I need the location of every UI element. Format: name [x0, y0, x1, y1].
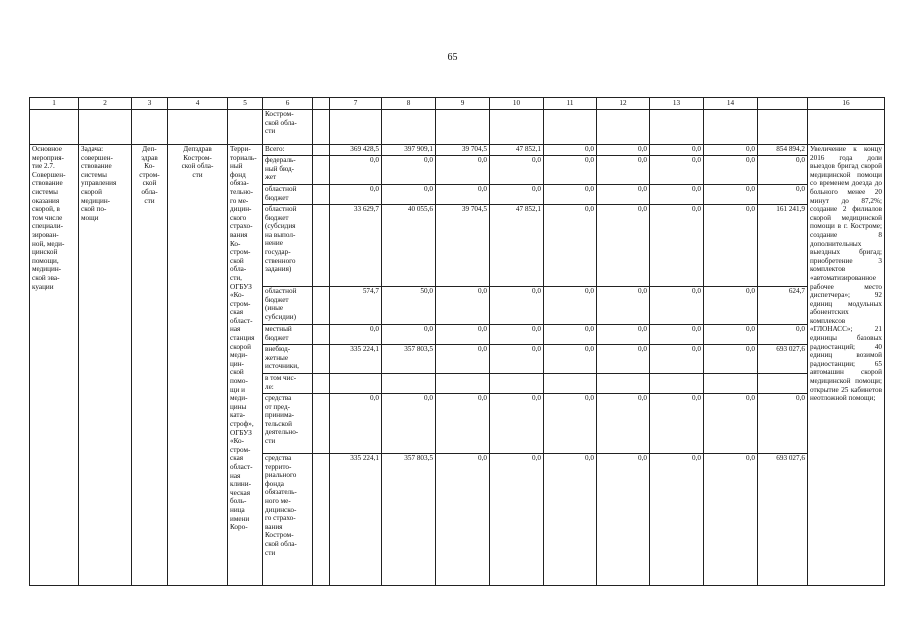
value-cell: 0,0 [382, 325, 436, 345]
value-cell: 0,0 [436, 394, 490, 454]
value-cell: 47 852,1 [490, 205, 544, 287]
value-cell: 33 629,7 [330, 205, 382, 287]
value-cell: 0,0 [544, 287, 597, 325]
value-cell: 0,0 [597, 287, 650, 325]
program-table [29, 97, 885, 586]
value-cell [490, 374, 544, 394]
value-cell: 0,0 [490, 185, 544, 205]
value-cell [758, 374, 808, 394]
funding-source: средства от пред- принима- тельской деятельно- сти [263, 394, 313, 454]
header-cell: 2 [79, 98, 132, 110]
value-cell: 335 224,1 [330, 454, 382, 586]
value-cell: 0,0 [544, 145, 597, 156]
value-cell: 0,0 [704, 185, 758, 205]
spacer-cell [313, 454, 330, 586]
value-cell: 0,0 [650, 454, 704, 586]
spacer-cell [313, 156, 330, 185]
header-cell: 12 [597, 98, 650, 110]
value-cell: 0,0 [704, 156, 758, 185]
value-cell: 0,0 [597, 185, 650, 205]
value-cell: 0,0 [758, 185, 808, 205]
value-cell: 0,0 [544, 156, 597, 185]
header-row [30, 98, 885, 110]
value-cell: 0,0 [650, 287, 704, 325]
customer-cell: Депздрав Костром- ской обла- сти [168, 145, 228, 586]
value-cell: 0,0 [490, 325, 544, 345]
value-cell: 0,0 [490, 156, 544, 185]
spacer-cell [313, 374, 330, 394]
value-cell: 0,0 [758, 156, 808, 185]
spacer-cell [313, 325, 330, 345]
value-cell: 0,0 [490, 287, 544, 325]
funding-source: внебюд- жетные источники, [263, 345, 313, 374]
value-cell: 0,0 [704, 205, 758, 287]
header-cell [758, 98, 808, 110]
coexecutor-cell: Деп- здрав Ко- стром- ской обла- сти [132, 145, 168, 586]
value-cell: 693 027,6 [758, 345, 808, 374]
funding-source: местный бюджет [263, 325, 313, 345]
header-cell: 13 [650, 98, 704, 110]
task-cell: Задача: совершен- ствование системы управления скорой медицин- ской по- мощи [79, 145, 132, 586]
value-cell: 0,0 [704, 287, 758, 325]
value-cell: 0,0 [597, 454, 650, 586]
header-cell: 14 [704, 98, 758, 110]
header-cell: 4 [168, 98, 228, 110]
value-cell: 0,0 [758, 325, 808, 345]
header-cell: 5 [228, 98, 263, 110]
value-cell: 0,0 [704, 454, 758, 586]
value-cell: 0,0 [704, 345, 758, 374]
value-cell [330, 374, 382, 394]
value-cell: 0,0 [544, 345, 597, 374]
value-cell: 0,0 [330, 325, 382, 345]
value-cell: 0,0 [597, 205, 650, 287]
value-cell: 0,0 [650, 325, 704, 345]
value-cell: 50,0 [382, 287, 436, 325]
value-cell: 0,0 [597, 325, 650, 345]
value-cell: 0,0 [597, 156, 650, 185]
value-cell: 0,0 [382, 185, 436, 205]
value-cell: 0,0 [650, 156, 704, 185]
value-cell: 0,0 [650, 345, 704, 374]
header-cell: 10 [490, 98, 544, 110]
spacer-cell [313, 145, 330, 156]
spacer-cell [313, 287, 330, 325]
value-cell: 369 428,5 [330, 145, 382, 156]
header-cell: 7 [330, 98, 382, 110]
value-cell: 39 704,5 [436, 205, 490, 287]
value-cell: 0,0 [490, 394, 544, 454]
funding-source: областной бюджет [263, 185, 313, 205]
header-cell: 16 [808, 98, 885, 110]
value-cell [382, 374, 436, 394]
value-cell: 854 894,2 [758, 145, 808, 156]
header-cell: 11 [544, 98, 597, 110]
value-cell: 0,0 [382, 394, 436, 454]
value-cell: 0,0 [650, 205, 704, 287]
value-cell: 0,0 [704, 394, 758, 454]
value-cell: 0,0 [544, 185, 597, 205]
value-cell: 0,0 [436, 185, 490, 205]
value-cell: 39 704,5 [436, 145, 490, 156]
value-cell [436, 374, 490, 394]
value-cell: 0,0 [704, 325, 758, 345]
spacer-cell [313, 394, 330, 454]
funding-source: в том чис- ле: [263, 374, 313, 394]
value-cell: 0,0 [330, 185, 382, 205]
header-cell: 3 [132, 98, 168, 110]
value-cell: 0,0 [650, 185, 704, 205]
value-cell [597, 374, 650, 394]
value-cell [704, 374, 758, 394]
header-cell: 1 [30, 98, 79, 110]
value-cell: 0,0 [436, 345, 490, 374]
funding-source: Всего: [263, 145, 313, 156]
table-row [30, 145, 885, 156]
header-cell [313, 98, 330, 110]
funding-source: федераль- ный бюд- жет [263, 156, 313, 185]
funding-source: средства террито- риального фонда обязатель- ного ме- дицинско- го страхо- вания Костром- ской обла- сти [263, 454, 313, 586]
value-cell: 0,0 [436, 325, 490, 345]
value-cell: 0,0 [330, 394, 382, 454]
continuation-source: Костром- ской обла- сти [263, 110, 313, 145]
value-cell: 0,0 [544, 205, 597, 287]
value-cell: 0,0 [330, 156, 382, 185]
value-cell: 693 027,6 [758, 454, 808, 586]
spacer-cell [313, 345, 330, 374]
value-cell: 357 803,5 [382, 345, 436, 374]
value-cell: 0,0 [650, 145, 704, 156]
executors-cell: Терри- ториаль- ный фонд обяза- тельно- го ме- дицин- ского страхо- вания Ко- стром- ской обла- сти, ОГБУЗ «Ко- стром- ская област- ная станция скорой меди- цин- ской помо- щи и меди- цины ката- строф», ОГБУЗ «Ко- стром- ская област- ная клини- ческая боль- ница имени Коро- [228, 145, 263, 586]
value-cell: 0,0 [490, 454, 544, 586]
spacer-cell [313, 185, 330, 205]
value-cell: 0,0 [704, 145, 758, 156]
header-cell: 9 [436, 98, 490, 110]
value-cell: 397 909,1 [382, 145, 436, 156]
value-cell: 0,0 [544, 454, 597, 586]
value-cell: 335 224,1 [330, 345, 382, 374]
value-cell [544, 374, 597, 394]
result-cell: Увеличение к концу 2016 года доли выездов бригад скорой медицинской помощи со временем доезда до больного менее 20 минут до 87,2%; создание 2 филиалов скорой медицинской помощи в г. Костроме; создание 8 дополнительных выездных бригад; приобретение 3 комплектов «автоматизированное рабочее место диспетчера»; 92 единиц модульных абонентских комплексов «ГЛОНАСС»; 21 единицы базовых радиостанций; 40 единиц возимой радиостанции; 65 автомашин скорой медицинской помощи; открытие 25 кабинетов неотложной помощи; [808, 145, 885, 586]
value-cell: 0,0 [758, 394, 808, 454]
value-cell: 624,7 [758, 287, 808, 325]
activity-cell: Основное мероприя- тие 2.7. Совершен- ствование системы оказания скорой, в том числе специали- зирован- ной, меди- цинской помощи, медицин- ской эва- куации [30, 145, 79, 586]
value-cell [650, 374, 704, 394]
table-body [30, 145, 885, 586]
value-cell: 0,0 [597, 145, 650, 156]
value-cell: 0,0 [436, 156, 490, 185]
value-cell: 0,0 [490, 345, 544, 374]
header-cell: 8 [382, 98, 436, 110]
value-cell: 0,0 [436, 287, 490, 325]
header-cell: 6 [263, 98, 313, 110]
value-cell: 47 852,1 [490, 145, 544, 156]
value-cell: 574,7 [330, 287, 382, 325]
funding-source: областной бюджет (иные субсидии) [263, 287, 313, 325]
value-cell: 0,0 [650, 394, 704, 454]
value-cell: 40 055,6 [382, 205, 436, 287]
funding-source: областной бюджет (субсидия на выпол- нение государ- ственного задания) [263, 205, 313, 287]
value-cell: 0,0 [436, 454, 490, 586]
value-cell: 357 803,5 [382, 454, 436, 586]
value-cell: 0,0 [382, 156, 436, 185]
continuation-row [30, 110, 885, 145]
spacer-cell [313, 205, 330, 287]
page-number: 65 [447, 52, 458, 63]
value-cell: 0,0 [544, 394, 597, 454]
value-cell: 161 241,9 [758, 205, 808, 287]
value-cell: 0,0 [597, 345, 650, 374]
value-cell: 0,0 [597, 394, 650, 454]
value-cell: 0,0 [544, 325, 597, 345]
